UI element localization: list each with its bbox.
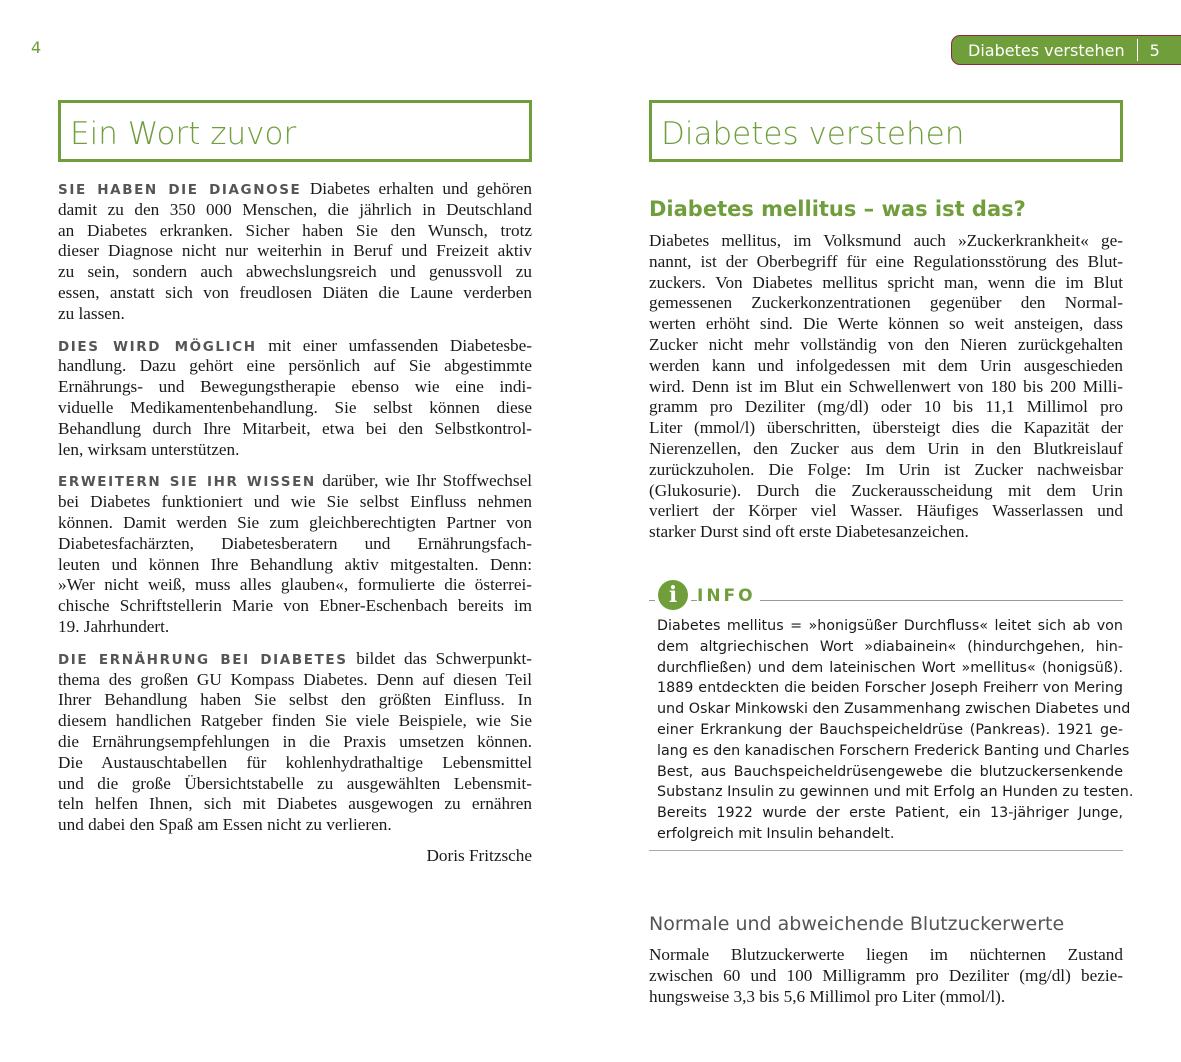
text-line: (Glukosurie). Durch die Zuckerausscheidung mit dem Urin [649,480,1123,500]
text-line: Die Austauschtabellen für kohlenhydrathaltige Lebensmittel [58,752,532,772]
text-line: starker Durst sind oft erste Diabetesanzeichen. [649,522,969,542]
text-line: 19. Jahrhundert. [58,616,170,636]
text-line: essen, anstatt sich von freudlosen Diäten die Laune verderben [58,282,532,302]
text-line: lang es den kanadischen Forschern Frederick Banting und Charles [657,742,1130,759]
running-head-tab [951,35,1181,65]
paragraph-lead: DIES WIRD MÖGLICH [58,338,257,355]
page-number-left: 4 [31,38,42,57]
text-line: dieser Diagnose nicht nur weiterhin in Beruf und Freizeit aktiv [58,241,532,261]
text-line: Nierenzellen, den Zucker aus dem Urin in den Blutkreislauf [649,438,1123,458]
text-line: chische Schriftstellerin Marie von Ebner-Eschenbach bereits im [58,596,532,616]
line-text: Diabetes erhalten und gehören [301,179,532,198]
text-line: zu lassen. [58,303,125,323]
text-line: und die große Übersichtstabelle zu ausgewählten Lebensmit- [58,773,532,793]
text-line [58,471,532,492]
text-line: und Oskar Minkowski den Zusammenhang zwischen Diabetes und [657,701,1131,718]
chapter-title-left: Ein Wort zuvor [58,100,532,162]
line-text: bildet das Schwerpunkt- [347,648,532,668]
text-line: verliert der Körper viel Wasser. Häufiges Wasserlassen und [649,501,1123,521]
paragraph [58,336,532,461]
text-line: wird. Denn ist im Blut ein Schwellenwert von 180 bis 200 Milli- [649,376,1123,396]
paragraph [58,471,532,637]
text-line: gemessenen Zuckerkonzentrationen gegenüber den Normal- [649,293,1123,313]
subheading: Normale und abweichende Blutzuckerwerte [649,913,1065,935]
signature: Doris Fritzsche [426,845,532,865]
text-line: zu sein, sondern auch abwechslungsreich und genussvoll zu [58,262,532,282]
text-line: Ernährungs- und Bewegungstherapie ebenso wie eine indi- [58,377,532,397]
foreword-text [58,179,532,867]
text-line: 1889 entdeckten die beiden Forscher Joseph Freiherr von Mering [657,680,1123,697]
text-line: einer Erkrankung der Bauchspeicheldrüse (Pankreas). 1921 ge- [657,721,1123,738]
text-line: können. Damit werden Sie zum gleichberechtigten Partner von [58,512,532,532]
line-text: mit einer umfassenden Diabetesbe- [256,335,532,355]
divider [1137,39,1138,61]
info-icon: i [658,580,688,610]
text-line: diesem handlichen Ratgeber finden Sie viele Beispiele, wie Sie [58,711,532,731]
subsection-text [649,945,1123,1007]
section-heading: Diabetes mellitus – was ist das? [649,197,1026,221]
text-line: handlung. Dazu gehört eine persönlich auf Sie abgestimmte [58,356,532,376]
text-line: dem altgriechischen Wort »diabainein« (hindurchgehen, hin- [657,638,1123,655]
text-line: an Diabetes erkranken. Sicher haben Sie den Wunsch, trotz [58,220,532,240]
text-line: thema des großen GU Kompass Diabetes. Denn auf diesen Teil [58,669,532,689]
text-line: erfolgreich mit Insulin behandelt. [657,825,895,842]
text-line: werten erhöht sind. Die Werte können so weit ansteigen, dass [649,314,1123,334]
text-line: Substanz Insulin zu gewinnen und mit Erfolg an Hunden zu testen. [657,784,1134,801]
text-line: bei Diabetes funktioniert und wie Sie selbst Einfluss nehmen [58,492,532,512]
running-head: Diabetes verstehen [968,40,1125,60]
paragraph [58,649,532,836]
page-number-right: 5 [1149,40,1160,60]
text-line: und dabei den Spaß am Essen nicht zu verlieren. [58,815,392,835]
info-label: INFO [697,586,760,606]
text-line: »Wer nicht weiß, muss alles glauben«, formulierte die österrei- [58,575,532,595]
text-line: Liter (mmol/l) überschritten, übersteigt dies die Kapazität der [649,418,1123,438]
text-line: Diabetesfachärzten, Diabetesberatern und Ernährungsfach- [58,533,532,553]
text-line [58,649,532,670]
text-line: zurückzuholen. Die Folge: Im Urin ist Zucker nachweisbar [649,459,1123,479]
text-line: Diabetes mellitus = »honigsüßer Durchfluss« leitet sich ab von [657,618,1123,634]
text-line: zwischen 60 und 100 Milligramm pro Deziliter (mg/dl) bezie- [649,965,1123,985]
text-line: werden kann und infolgedessen mit dem Urin ausgeschieden [649,355,1123,375]
text-line: hungsweise 3,3 bis 5,6 Millimol pro Liter (mmol/l). [649,986,1006,1006]
text-line: durchfließen) und dem lateinischen Wort »mellitus« (honigsüß). [657,659,1123,676]
paragraph-lead: SIE HABEN DIE DIAGNOSE [58,182,302,198]
text-line: die Ernährungsempfehlungen in die Praxis umsetzen können. [58,731,532,751]
text-line: teln helfen Ihnen, sich mit Diabetes ausgewogen zu ernähren [58,794,532,814]
text-line: damit zu den 350 000 Menschen, die jährlich in Deutschland [58,199,532,219]
chapter-title-right: Diabetes verstehen [649,100,1123,162]
paragraph-lead: ERWEITERN SIE IHR WISSEN [58,474,316,491]
text-line [58,336,532,357]
text-line: Bereits 1922 wurde der erste Patient, ein 13-jähriger Junge, [657,805,1123,822]
text-line: Zucker nicht mehr vollständig von den Nieren zurückgehalten [649,334,1123,354]
info-text [657,616,1134,845]
text-line: len, wirksam unterstützen. [58,439,240,459]
text-line: leuten und können Ihre Behandlung aktiv mitgestalten. Denn: [58,554,532,574]
paragraph [58,179,532,325]
paragraph-lead: DIE ERNÄHRUNG BEI DIABETES [58,651,348,668]
text-line: viduelle Medikamentenbehandlung. Sie selbst können diese [58,397,532,417]
line-text: darüber, wie Ihr Stoffwechsel [315,471,532,491]
text-line: Normale Blutzuckerwerte liegen im nüchternen Zustand [649,945,1123,964]
text-line: Behandlung durch Ihre Mitarbeit, etwa bei den Selbstkontrol- [58,418,532,438]
section-text [649,231,1123,543]
text-line: Diabetes mellitus, im Volksmund auch »Zuckerkrankheit« ge- [649,231,1123,250]
info-bottom-rule [649,850,1123,851]
text-line: Ihrer Behandlung haben Sie selbst den größten Einfluss. In [58,690,532,710]
text-line [58,179,532,200]
text-line: zuckers. Von Diabetes mellitus spricht man, wenn die im Blut [649,272,1123,292]
text-line: nannt, ist der Oberbegriff für eine Regulationsstörung des Blut- [649,251,1123,271]
text-line: gramm pro Deziliter (mg/dl) oder 10 bis 11,1 Millimol pro [649,397,1123,417]
text-line: Best, aus Bauchspeicheldrüsengewebe die blutzuckersenkende [657,763,1123,780]
